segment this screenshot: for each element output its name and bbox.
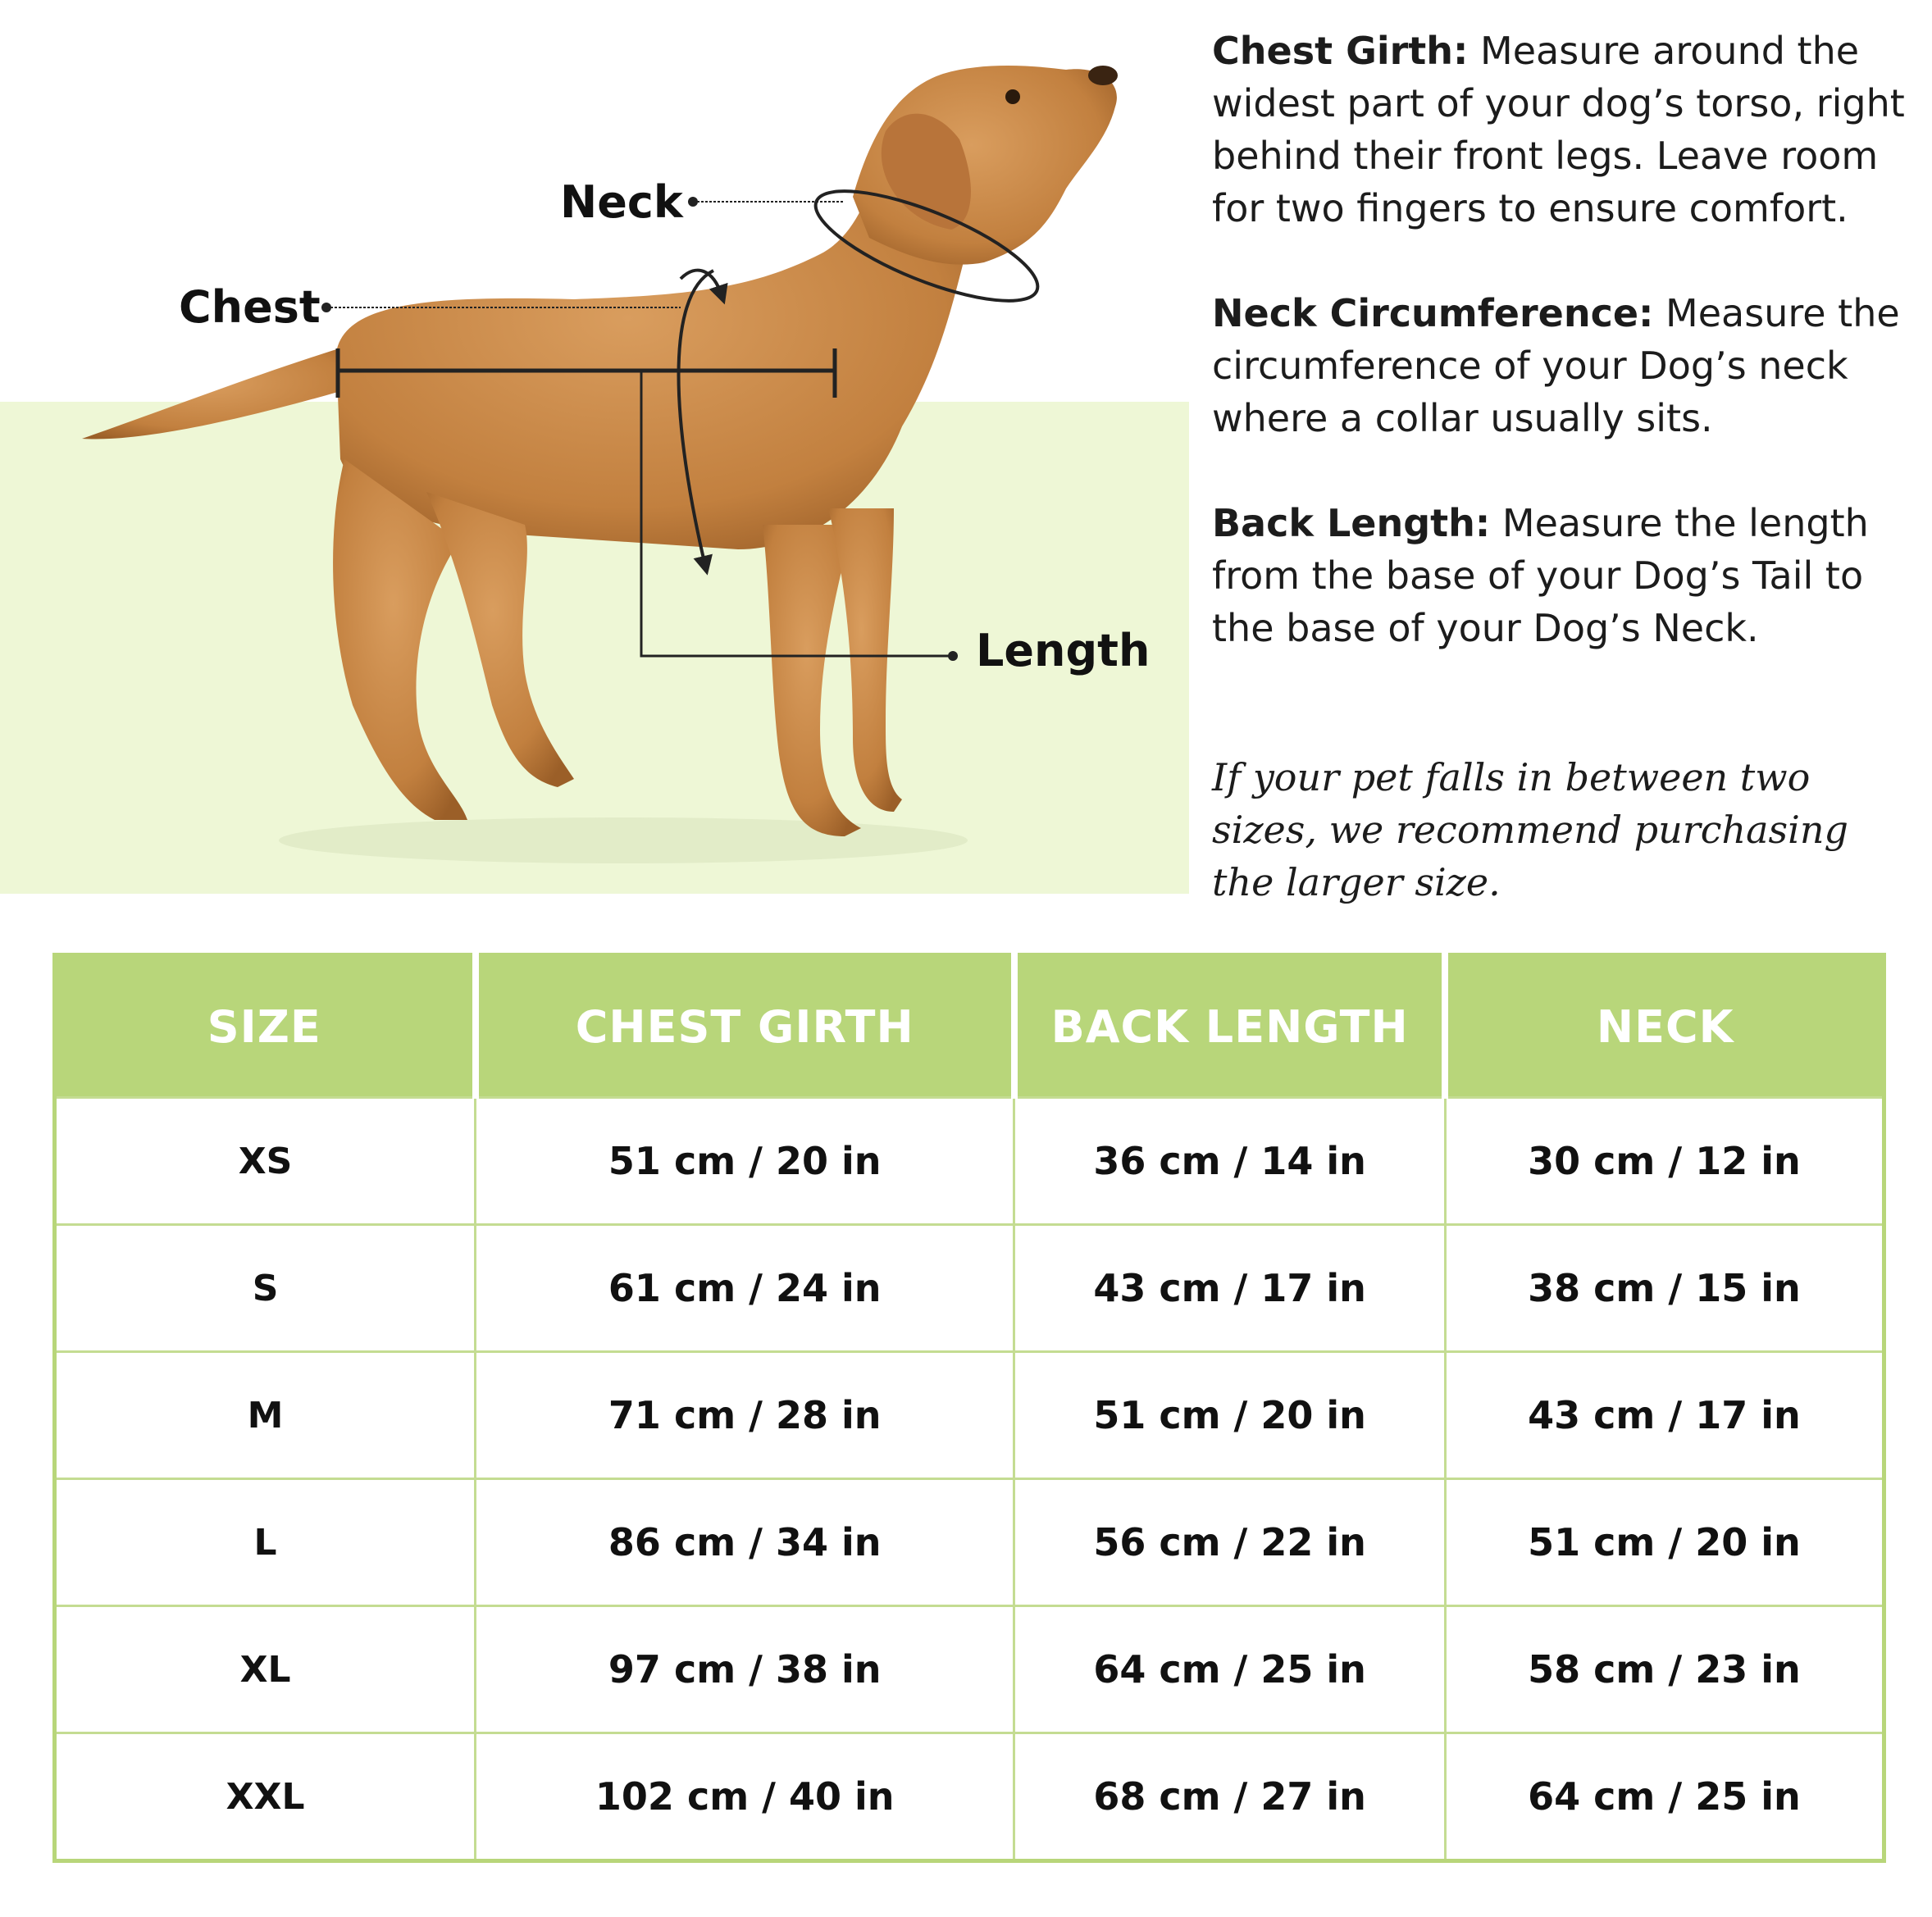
back-length-cell: 64 cm / 25 in [1014,1606,1446,1733]
header-chest-girth: CHEST GIRTH [476,955,1014,1098]
table-row [55,1098,1884,1225]
measurement-guide [1212,25,1917,961]
size-chart-table [52,953,1886,1863]
chest-cell: 97 cm / 38 in [476,1606,1014,1733]
neck-cell: 43 cm / 17 in [1445,1352,1884,1479]
chest-cell: 86 cm / 34 in [476,1479,1014,1606]
chest-girth-guide [1212,25,1917,235]
back-length-cell: 51 cm / 20 in [1014,1352,1446,1479]
chest-girth-text: Measure around the widest part of your dog’s torso, right behind their front legs. Leave room for two fingers to ensure comfort. [1212,29,1905,230]
chest-cell: 61 cm / 24 in [476,1225,1014,1352]
size-cell: M [55,1352,476,1479]
table-row [55,1479,1884,1606]
chest-cell: 51 cm / 20 in [476,1098,1014,1225]
size-note: If your pet falls in between two sizes, we recommend purchasing the larger size. [1212,755,1848,904]
chest-cell: 71 cm / 28 in [476,1352,1014,1479]
header-size: SIZE [55,955,476,1098]
neck-cell: 64 cm / 25 in [1445,1733,1884,1861]
dog-shadow [279,817,968,863]
neck-cell: 58 cm / 23 in [1445,1606,1884,1733]
neck-text: Measure the circumference of your Dog’s neck where a collar usually sits. [1212,291,1900,440]
back-length-term: Back Length: [1212,501,1491,545]
neck-label: Neck [560,176,683,228]
chest-label: Chest [179,281,321,333]
size-cell: XL [55,1606,476,1733]
neck-cell: 38 cm / 15 in [1445,1225,1884,1352]
back-length-cell: 56 cm / 22 in [1014,1479,1446,1606]
size-cell: XXL [55,1733,476,1861]
neck-cell: 30 cm / 12 in [1445,1098,1884,1225]
dog-measurement-illustration [0,0,1197,902]
neck-cell: 51 cm / 20 in [1445,1479,1884,1606]
chest-girth-term: Chest Girth: [1212,29,1469,73]
header-neck: NECK [1445,955,1884,1098]
table-row [55,1225,1884,1352]
size-cell: S [55,1225,476,1352]
back-length-guide [1212,497,1917,654]
back-length-cell: 68 cm / 27 in [1014,1733,1446,1861]
chest-cell: 102 cm / 40 in [476,1733,1014,1861]
table-header-row [55,955,1884,1098]
back-length-cell: 36 cm / 14 in [1014,1098,1446,1225]
size-cell: L [55,1479,476,1606]
table-row [55,1733,1884,1861]
neck-guide [1212,287,1917,444]
neck-term: Neck Circumference: [1212,291,1654,335]
size-cell: XS [55,1098,476,1225]
table-row [55,1606,1884,1733]
length-label: Length [976,625,1151,676]
table-row [55,1352,1884,1479]
back-length-text: Measure the length from the base of your Dog’s Tail to the base of your Dog’s Neck. [1212,501,1869,650]
header-back-length: BACK LENGTH [1014,955,1446,1098]
back-length-cell: 43 cm / 17 in [1014,1225,1446,1352]
